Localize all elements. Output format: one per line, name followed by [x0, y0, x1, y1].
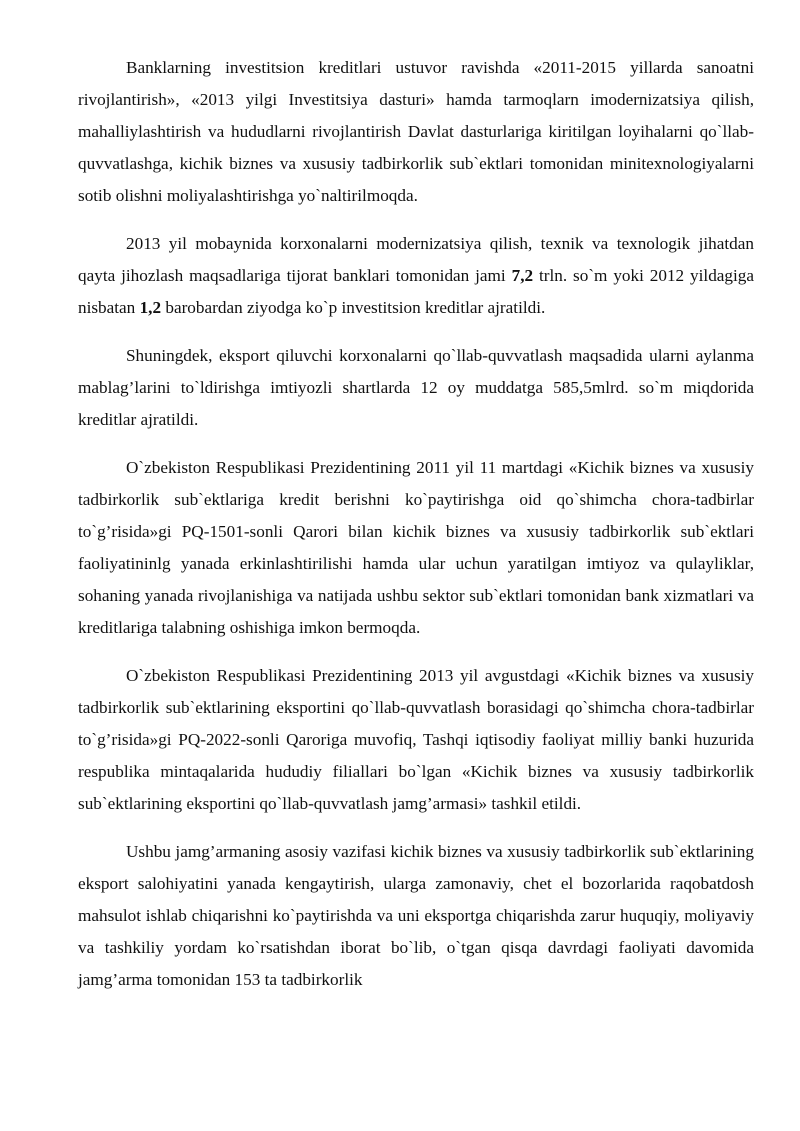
paragraph-text: barobardan ziyodga ko`p investitsion kreditlar ajratildi. — [161, 298, 546, 317]
paragraph-pq-1501 — [78, 452, 754, 644]
paragraph-text: Banklarning investitsion kreditlari ustuvor ravishda «2011-2015 yillarda sanoatni rivojlantirish», «2013 yilgi Investitsiya dasturi» hamda tarmoqlarn imodernizatsiya qilish, mahalliylashtirish va hududlarni rivojlantirish Davlat dasturlariga kiritilgan loyihalarni qo`llab-quvvatlashga, kichik biznes va xususiy tadbirkorlik sub`ektlari tomonidan minitexnologiyalarni sotib olishni moliyalashtirishga yo`naltirilmoqda. — [78, 58, 754, 205]
paragraph-text: Ushbu jamg’armaning asosiy vazifasi kichik biznes va xususiy tadbirkorlik sub`ektlarining eksport salohiyatini yanada kengaytirish, ularga zamonaviy, chet el bozorlarida raqobatdosh mahsulot ishlab chiqarishni ko`paytirishda va uni eksportga chiqarishda zarur huquqiy, moliyaviy va tashkiliy yordam ko`rsatishdan iborat bo`lib, o`tgan qisqa davrdagi faoliyati davomida jamg’arma tomonidan 153 ta tadbirkorlik — [78, 842, 754, 989]
bold-value: 7,2 — [511, 266, 534, 285]
bold-value: 1,2 — [139, 298, 162, 317]
paragraph-investment-credits — [78, 52, 754, 212]
paragraph-fund-tasks — [78, 836, 754, 996]
paragraph-export-support — [78, 340, 754, 436]
paragraph-text: O`zbekiston Respublikasi Prezidentining 2013 yil avgustdagi «Kichik biznes va xususiy tadbirkorlik sub`ektlarining eksportini qo`llab-quvvatlash borasidagi qo`shimcha chora-tadbirlar to`g’risida»gi PQ-2022-sonli Qaroriga muvofiq, Tashqi iqtisodiy faoliyat milliy banki huzurida respublika mintaqalarida hududiy filiallari bo`lgan «Kichik biznes va xususiy tadbirkorlik sub`ektlarining eksportini qo`llab-quvvatlash jamg’armasi» tashkil etildi. — [78, 666, 754, 813]
paragraph-text: Shuningdek, eksport qiluvchi korxonalarni qo`llab-quvvatlash maqsadida ularni aylanma mablag’larini to`ldirishga imtiyozli shartlarda 12 oy muddatga 585,5mlrd. so`m miqdorida kreditlar ajratildi. — [78, 346, 754, 429]
document-page — [78, 52, 754, 1012]
paragraph-text: O`zbekiston Respublikasi Prezidentining 2011 yil 11 martdagi «Kichik biznes va xususiy tadbirkorlik sub`ektlariga kredit berishni ko`paytirishga oid qo`shimcha chora-tadbirlar to`g’risida»gi PQ-1501-sonli Qarori bilan kichik biznes va xususiy tadbirkorlik sub`ektlari faoliyatininlg yanada erkinlashtirilishi hamda ular uchun yaratilgan imtiyoz va qulayliklar, sohaning yanada rivojlanishiga va natijada ushbu sektor sub`ektlari tomonidan bank xizmatlari va kreditlariga talabning oshishiga imkon bermoqda. — [78, 458, 754, 637]
paragraph-modernization-2013 — [78, 228, 754, 324]
paragraph-text: trln. so`m yoki 2012 yildagiga nisbatan — [78, 266, 755, 317]
paragraph-text: 2013 yil mobaynida korxonalarni modernizatsiya qilish, texnik va texnologik jihatdan qayta jihozlash maqsadlariga tijorat banklari tomonidan jami — [78, 234, 754, 285]
paragraph-pq-2022 — [78, 660, 754, 820]
